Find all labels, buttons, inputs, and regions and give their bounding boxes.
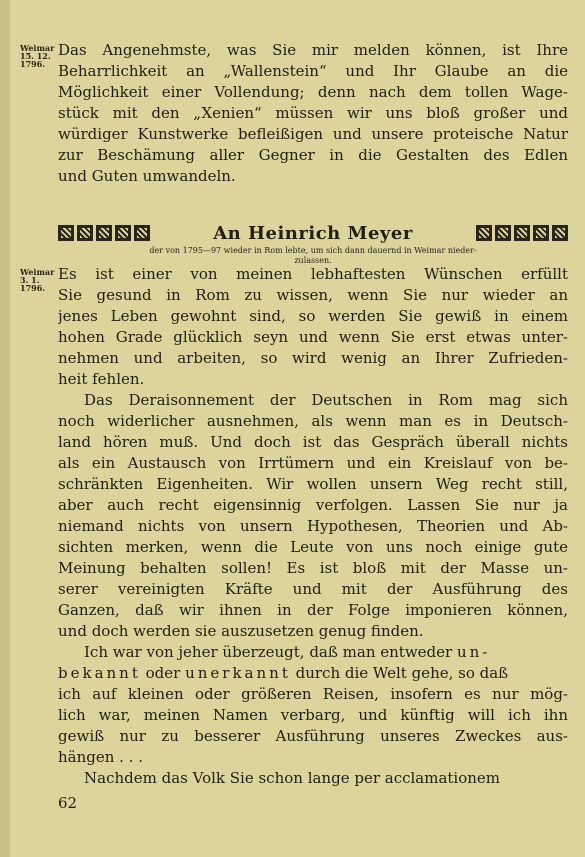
text-line: lich war, meinen Namen verbarg, und künftig will ich ihn (58, 706, 568, 724)
text-line: niemand nichts von unsern Hypothesen, Theorien und Ab- (58, 517, 568, 535)
paragraph-3 (58, 390, 568, 642)
margin-note-date-1: Weimar 15. 12. 1796. (20, 43, 55, 69)
text-line: hohen Grade glücklich seyn und wenn Sie erst etwas unter- (58, 328, 568, 346)
text-line: und doch werden sie auszusetzen genug finden. (58, 622, 424, 640)
spaced-emphasis: bekannt (58, 664, 141, 682)
text-line: stück mit den „Xenien“ müssen wir uns bloß großer und (58, 104, 568, 122)
ornament-icon (514, 225, 530, 241)
text-line: würdiger Kunstwerke befleißigen und unsere proteische Natur (58, 125, 568, 143)
text-line: als ein Austausch von Irrtümern und ein Kreislauf von be- (58, 454, 568, 472)
text-line: Ganzen, daß wir ihnen in der Folge imponieren können, (58, 601, 568, 619)
ornament-icon (134, 225, 150, 241)
text-line: Beharrlichkeit an „Wallenstein“ und Ihr Glaube an die (58, 62, 568, 80)
text-line: schränkten Eigenheiten. Wir wollen unsern Weg recht still, (58, 475, 568, 493)
text-line: ich auf kleinen oder größeren Reisen, insofern es nur mög- (58, 685, 568, 703)
ornament-icon (77, 225, 93, 241)
text-line: und Guten umwandeln. (58, 167, 236, 185)
text-line: hängen . . . (58, 748, 144, 766)
text-line: zur Beschämung aller Gegner in die Gestalten des Edlen (58, 146, 568, 164)
spaced-emphasis: unerkannt (185, 664, 291, 682)
paragraph-4 (58, 642, 568, 768)
paragraph-1 (58, 40, 568, 187)
heading-title: An Heinrich Meyer (213, 222, 413, 244)
text-line: Möglichkeit einer Vollendung; denn nach dem tollen Wage- (58, 83, 568, 101)
ornament-left (58, 225, 150, 241)
heading-note (58, 246, 568, 266)
heading-note-line: der von 1795—97 wieder in Rom lebte, um sich dann dauernd in Weimar nieder- (149, 246, 477, 255)
text-line: aber auch recht eigensinnig verfolgen. Lassen Sie nur ja (58, 496, 568, 514)
heading-note-line: zulassen. (294, 256, 332, 265)
text-line: jenes Leben gewohnt sind, so werden Sie gewiß in einem (58, 307, 568, 325)
ornament-icon (115, 225, 131, 241)
letter-heading (58, 222, 568, 244)
paragraph-2 (58, 264, 568, 390)
margin-note-date-2: Weimar 3. 1. 1796. (20, 267, 55, 293)
text-line: land hören muß. Und doch ist das Gespräch überall nichts (58, 433, 568, 451)
ornament-icon (495, 225, 511, 241)
text-line: Es ist einer von meinen lebhaftesten Wünschen erfüllt (58, 265, 568, 283)
text-line: Meinung behalten sollen! Es ist bloß mit der Masse un- (58, 559, 568, 577)
text-line: Nachdem das Volk Sie schon lange per acclamationem (84, 769, 501, 787)
text-line (58, 663, 568, 684)
ornament-icon (58, 225, 74, 241)
text-line (58, 642, 568, 663)
page-number: 62 (58, 794, 78, 812)
ornament-icon (476, 225, 492, 241)
text-line: heit fehlen. (58, 370, 145, 388)
text-line: sichten merken, wenn die Leute von uns noch einige gute (58, 538, 568, 556)
text-line: gewiß nur zu besserer Ausführung unseres Zweckes aus- (58, 727, 568, 745)
text-line: nehmen und arbeiten, so wird wenig an Ihrer Zufrieden- (58, 349, 568, 367)
text-line: Das Deraisonnement der Deutschen in Rom mag sich (84, 391, 568, 409)
text-line: noch widerlicher ausnehmen, als wenn man es in Deutsch- (58, 412, 568, 430)
text-run: Ich war von jeher überzeugt, daß man entweder (84, 643, 457, 661)
text-line: serer vereinigten Kräfte und mit der Ausführung des (58, 580, 568, 598)
spaced-emphasis: un- (456, 643, 491, 661)
text-line: Sie gesund in Rom zu wissen, wenn Sie nur wieder an (58, 286, 568, 304)
ornament-icon (552, 225, 568, 241)
text-line: Das Angenehmste, was Sie mir melden können, ist Ihre (58, 41, 568, 59)
ornament-right (476, 225, 568, 241)
page-edge (0, 0, 10, 857)
text-run: durch die Welt gehe, so daß (290, 664, 509, 682)
paragraph-5 (58, 768, 568, 789)
text-run: oder (140, 664, 186, 682)
ornament-icon (96, 225, 112, 241)
ornament-icon (533, 225, 549, 241)
